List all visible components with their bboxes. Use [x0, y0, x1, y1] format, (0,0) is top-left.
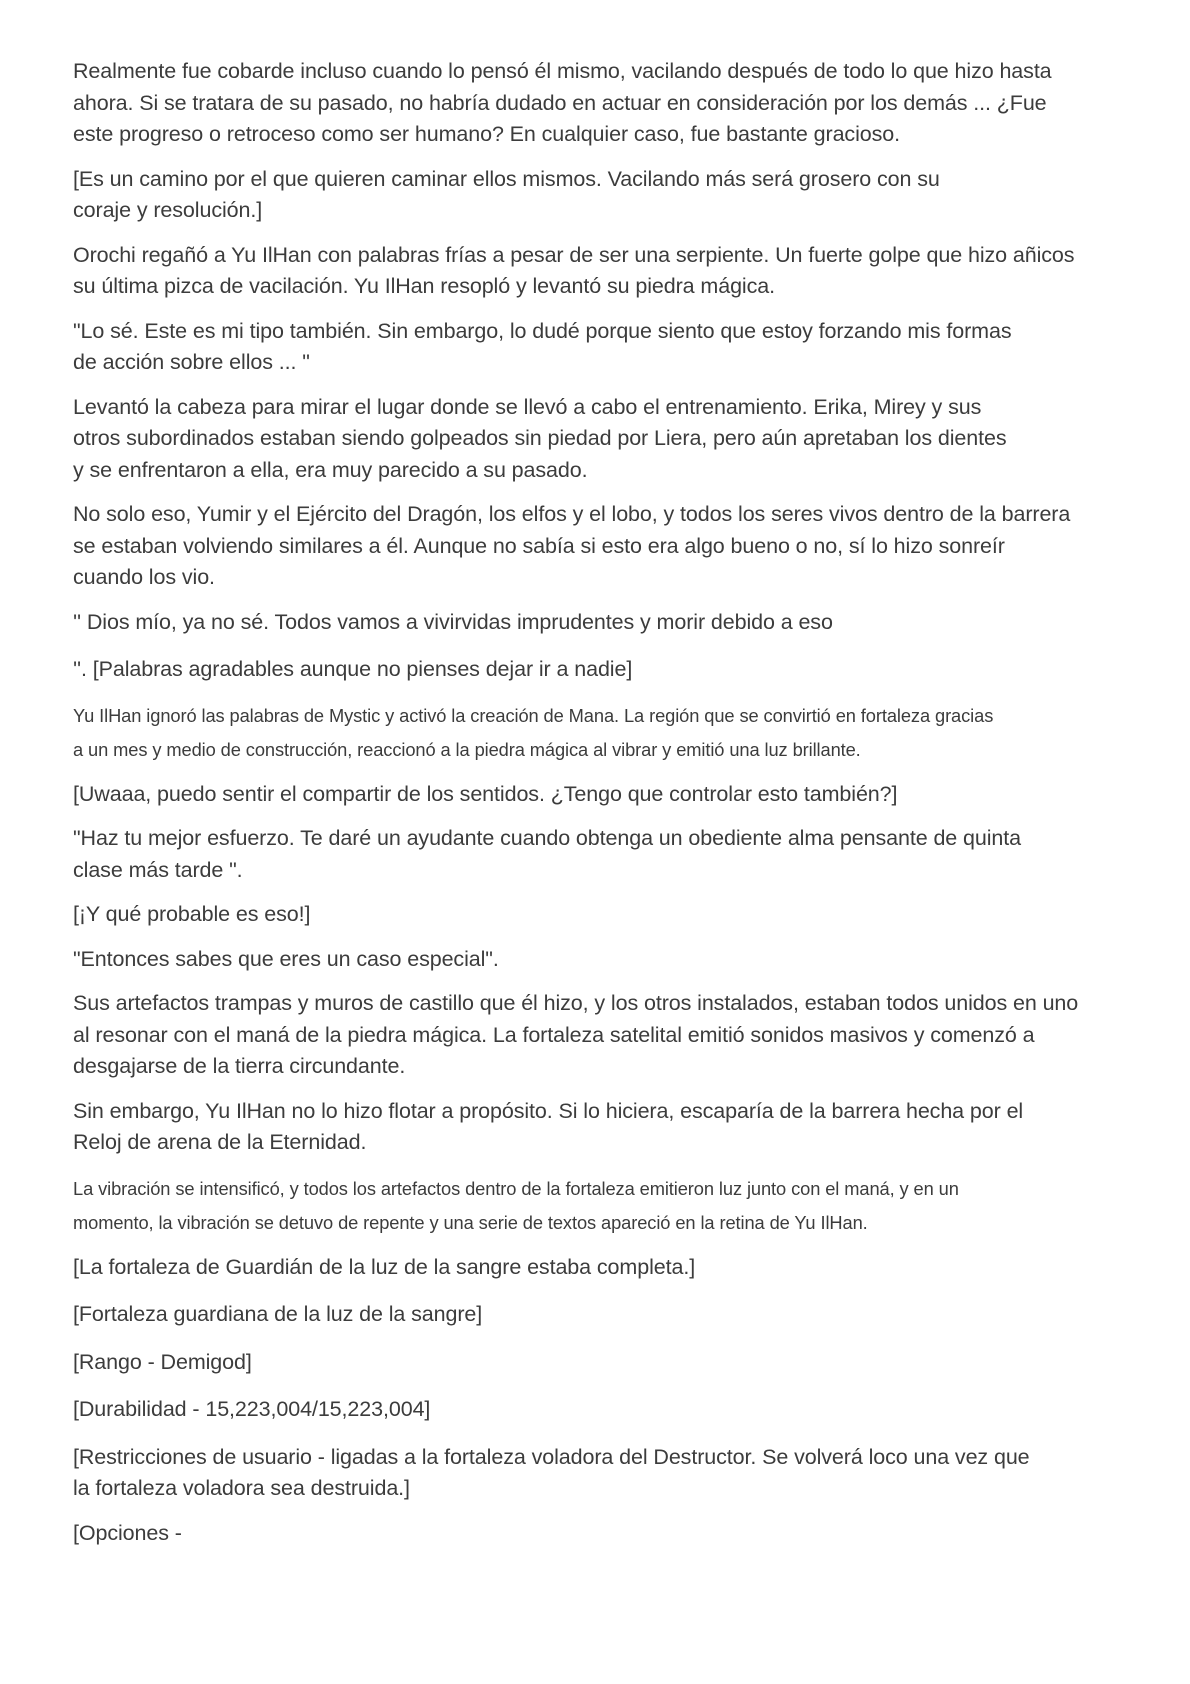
- paragraph-19: [73, 1347, 1133, 1379]
- text-line: Sin embargo, Yu IlHan no lo hizo flotar a propósito. Si lo hiciera, escaparía de la barrera hecha por el: [73, 1098, 1024, 1123]
- paragraph-10: [73, 779, 1133, 811]
- paragraph-13: [73, 944, 1133, 976]
- text-line: ''. [Palabras agradables aunque no pienses dejar ir a nadie]: [73, 657, 633, 681]
- text-line: se estaban volviendo similares a él. Aunque no sabía si esto era algo bueno o no, sí lo hizo sonreír: [73, 533, 1005, 558]
- paragraph-1: [73, 56, 1133, 151]
- paragraph-22: [73, 1518, 1133, 1550]
- paragraph-2: [73, 164, 1133, 227]
- paragraph-20: [73, 1394, 1133, 1426]
- paragraph-16: [73, 1172, 1133, 1240]
- text-line: [Durabilidad - 15,223,004/15,223,004]: [73, 1397, 431, 1421]
- text-line: [Uwaaa, puedo sentir el compartir de los sentidos. ¿Tengo que controlar esto también?]: [73, 781, 898, 806]
- text-line: "Haz tu mejor esfuerzo. Te daré un ayudante cuando obtenga un obediente alma pensante de quinta: [73, 826, 1022, 850]
- paragraph-14: [73, 988, 1133, 1083]
- paragraph-12: [73, 899, 1133, 931]
- paragraph-8: [73, 654, 1133, 686]
- document-page: [73, 56, 1133, 1562]
- text-line: La vibración se intensificó, y todos los artefactos dentro de la fortaleza emitieron luz junto con el maná, y en un: [73, 1177, 959, 1199]
- text-line: al resonar con el maná de la piedra mágica. La fortaleza satelital emitió sonidos masivos y comenzó a: [73, 1022, 1035, 1047]
- text-line: [Fortaleza guardiana de la luz de la sangre]: [73, 1302, 483, 1326]
- text-line: de acción sobre ellos ... ": [73, 350, 310, 374]
- text-line: [¡Y qué probable es eso!]: [73, 902, 311, 926]
- text-line: [La fortaleza de Guardián de la luz de la sangre estaba completa.]: [73, 1254, 696, 1279]
- text-line: [Es un camino por el que quieren caminar ellos mismos. Vacilando más será grosero con su: [73, 166, 940, 191]
- text-line: ahora. Si se tratara de su pasado, no habría dudado en actuar en consideración por los demás ... ¿Fue: [73, 90, 1047, 115]
- text-line: cuando los vio.: [73, 565, 215, 589]
- text-line: y se enfrentaron a ella, era muy parecido a su pasado.: [73, 457, 588, 482]
- paragraph-9: [73, 699, 1133, 767]
- paragraph-3: [73, 240, 1133, 303]
- paragraph-4: [73, 316, 1133, 379]
- paragraph-21: [73, 1442, 1133, 1505]
- paragraph-6: [73, 499, 1133, 594]
- text-line: coraje y resolución.]: [73, 198, 263, 222]
- text-line: este progreso o retroceso como ser humano? En cualquier caso, fue bastante gracioso.: [73, 122, 900, 146]
- text-line: Reloj de arena de la Eternidad.: [73, 1130, 367, 1154]
- text-line: [Rango - Demigod]: [73, 1349, 252, 1374]
- paragraph-7: [73, 607, 1133, 639]
- text-line: otros subordinados estaban siendo golpeados sin piedad por Liera, pero aún apretaban los dientes: [73, 426, 1007, 450]
- paragraph-15: [73, 1096, 1133, 1159]
- paragraph-17: [73, 1252, 1133, 1284]
- text-line: '' Dios mío, ya no sé. Todos vamos a vivirvidas imprudentes y morir debido a eso: [73, 609, 833, 634]
- text-line: Sus artefactos trampas y muros de castillo que él hizo, y los otros instalados, estaban todos unidos en uno: [73, 991, 1079, 1015]
- text-line: Realmente fue cobarde incluso cuando lo pensó él mismo, vacilando después de todo lo que hizo hasta: [73, 59, 1052, 83]
- paragraph-18: [73, 1299, 1133, 1331]
- text-line: [Opciones -: [73, 1520, 182, 1545]
- text-line: momento, la vibración se detuvo de repente y una serie de textos apareció en la retina de Yu IlHan.: [73, 1211, 868, 1233]
- text-line: No solo eso, Yumir y el Ejército del Dragón, los elfos y el lobo, y todos los seres vivos dentro de la barrera: [73, 502, 1071, 526]
- paragraph-11: [73, 823, 1133, 886]
- text-line: la fortaleza voladora sea destruida.]: [73, 1476, 410, 1500]
- text-line: a un mes y medio de construcción, reaccionó a la piedra mágica al vibrar y emitió una luz brillante.: [73, 738, 861, 760]
- text-line: Yu IlHan ignoró las palabras de Mystic y activó la creación de Mana. La región que se convirtió en fortaleza gracias: [73, 704, 994, 726]
- text-line: [Restricciones de usuario - ligadas a la fortaleza voladora del Destructor. Se volverá loco una vez que: [73, 1444, 1030, 1469]
- text-line: desgajarse de la tierra circundante.: [73, 1054, 406, 1078]
- text-line: "Lo sé. Este es mi tipo también. Sin embargo, lo dudé porque siento que estoy forzando mis formas: [73, 318, 1012, 343]
- text-line: "Entonces sabes que eres un caso especial".: [73, 946, 499, 971]
- text-line: su última pizca de vacilación. Yu IlHan resopló y levantó su piedra mágica.: [73, 274, 775, 298]
- text-line: Orochi regañó a Yu IlHan con palabras frías a pesar de ser una serpiente. Un fuerte golpe que hizo añicos: [73, 242, 1075, 267]
- paragraph-5: [73, 392, 1133, 487]
- text-line: Levantó la cabeza para mirar el lugar donde se llevó a cabo el entrenamiento. Erika, Mirey y sus: [73, 394, 982, 419]
- text-line: clase más tarde ".: [73, 857, 243, 882]
